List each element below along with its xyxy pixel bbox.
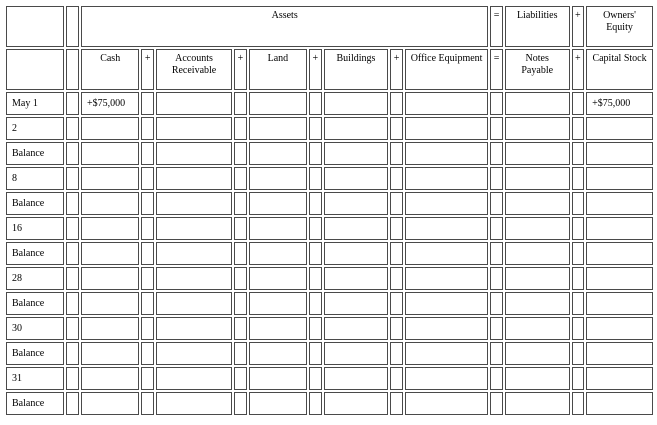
- table-row: [6, 92, 653, 115]
- buildings-cell: [324, 292, 389, 315]
- buildings-cell: [324, 242, 389, 265]
- land-cell: [249, 267, 307, 290]
- separator-cell: [572, 267, 585, 290]
- separator-cell: [572, 292, 585, 315]
- spacer-cell: [66, 142, 79, 165]
- spacer-cell: [66, 317, 79, 340]
- separator-cell: [490, 392, 503, 415]
- separator-cell: [572, 367, 585, 390]
- separator-cell: [572, 92, 585, 115]
- separator-cell: [141, 367, 154, 390]
- separator-cell: [572, 167, 585, 190]
- row-label: 31: [6, 367, 64, 390]
- accounts-receivable-cell: [156, 267, 232, 290]
- office-equipment-cell: [405, 117, 489, 140]
- capital-stock-cell: [586, 267, 653, 290]
- spacer-cell: [66, 392, 79, 415]
- buildings-cell: [324, 142, 389, 165]
- accounts-receivable-cell: [156, 217, 232, 240]
- notes-payable-cell: [505, 267, 570, 290]
- separator-cell: [141, 117, 154, 140]
- table-row: [6, 242, 653, 265]
- cash-cell: [81, 117, 139, 140]
- office-equipment-cell: [405, 267, 489, 290]
- office-equipment-cell: [405, 217, 489, 240]
- separator-cell: [572, 192, 585, 215]
- separator-cell: [490, 317, 503, 340]
- separator-cell: [309, 117, 322, 140]
- row-label: Balance: [6, 242, 64, 265]
- separator-cell: [309, 292, 322, 315]
- capital-stock-cell: [586, 217, 653, 240]
- separator-cell: [309, 242, 322, 265]
- office-equipment-cell: [405, 167, 489, 190]
- land-cell: [249, 292, 307, 315]
- separator-cell: [141, 167, 154, 190]
- spacer-cell: [66, 92, 79, 115]
- assets-header: Assets: [81, 6, 488, 47]
- separator-cell: [390, 92, 403, 115]
- spacer-cell: [66, 217, 79, 240]
- separator-cell: [141, 142, 154, 165]
- capital-stock-cell: [586, 292, 653, 315]
- table-row: [6, 317, 653, 340]
- land-cell: [249, 342, 307, 365]
- equals-sign: =: [490, 6, 503, 47]
- accounts-receivable-cell: [156, 292, 232, 315]
- separator-cell: [234, 242, 247, 265]
- notes-payable-cell: [505, 367, 570, 390]
- plus-sign: +: [234, 49, 247, 90]
- capital-stock-cell: [586, 192, 653, 215]
- spacer-cell: [66, 267, 79, 290]
- separator-cell: [490, 242, 503, 265]
- table-row: [6, 292, 653, 315]
- spacer-cell: [66, 6, 79, 47]
- notes-payable-cell: [505, 242, 570, 265]
- row-label: Balance: [6, 192, 64, 215]
- separator-cell: [490, 342, 503, 365]
- separator-cell: [490, 192, 503, 215]
- cash-cell: [81, 217, 139, 240]
- notes-payable-cell: [505, 167, 570, 190]
- separator-cell: [141, 92, 154, 115]
- notes-payable-cell: [505, 217, 570, 240]
- separator-cell: [234, 167, 247, 190]
- separator-cell: [141, 392, 154, 415]
- corner-cell: [6, 49, 64, 90]
- land-cell: [249, 192, 307, 215]
- plus-sign: +: [572, 49, 585, 90]
- table-row: [6, 117, 653, 140]
- buildings-cell: [324, 167, 389, 190]
- table-row: [6, 267, 653, 290]
- spacer-cell: [66, 242, 79, 265]
- cash-cell: [81, 292, 139, 315]
- capital-stock-header: Capital Stock: [586, 49, 653, 90]
- spacer-cell: [66, 367, 79, 390]
- separator-cell: [309, 92, 322, 115]
- separator-cell: [572, 217, 585, 240]
- land-cell: [249, 92, 307, 115]
- cash-cell: [81, 242, 139, 265]
- separator-cell: [141, 342, 154, 365]
- row-label: 30: [6, 317, 64, 340]
- table-row: [6, 217, 653, 240]
- separator-cell: [490, 142, 503, 165]
- separator-cell: [141, 192, 154, 215]
- separator-cell: [490, 117, 503, 140]
- cash-cell: [81, 317, 139, 340]
- separator-cell: [234, 317, 247, 340]
- accounting-equation-table: [4, 4, 655, 417]
- accounts-receivable-cell: [156, 367, 232, 390]
- buildings-header: Buildings: [324, 49, 389, 90]
- office-equipment-cell: [405, 142, 489, 165]
- office-equipment-cell: [405, 367, 489, 390]
- office-equipment-cell: [405, 192, 489, 215]
- header-row-1: [6, 6, 653, 47]
- land-cell: [249, 167, 307, 190]
- liabilities-header: Liabilities: [505, 6, 570, 47]
- notes-payable-header: Notes Payable: [505, 49, 570, 90]
- table-row: [6, 192, 653, 215]
- cash-cell: [81, 142, 139, 165]
- land-cell: [249, 242, 307, 265]
- accounts-receivable-cell: [156, 392, 232, 415]
- table-row: [6, 367, 653, 390]
- capital-stock-cell: [586, 167, 653, 190]
- notes-payable-cell: [505, 142, 570, 165]
- cash-cell: [81, 392, 139, 415]
- row-label: Balance: [6, 392, 64, 415]
- separator-cell: [390, 167, 403, 190]
- separator-cell: [572, 392, 585, 415]
- capital-stock-cell: [586, 142, 653, 165]
- table-row: [6, 392, 653, 415]
- header-row-2: [6, 49, 653, 90]
- buildings-cell: [324, 392, 389, 415]
- buildings-cell: [324, 367, 389, 390]
- row-label: 2: [6, 117, 64, 140]
- cash-cell: [81, 167, 139, 190]
- separator-cell: [234, 367, 247, 390]
- capital-stock-cell: [586, 242, 653, 265]
- separator-cell: [141, 217, 154, 240]
- separator-cell: [390, 317, 403, 340]
- land-cell: [249, 117, 307, 140]
- separator-cell: [572, 142, 585, 165]
- separator-cell: [234, 342, 247, 365]
- separator-cell: [309, 167, 322, 190]
- separator-cell: [572, 317, 585, 340]
- separator-cell: [572, 342, 585, 365]
- separator-cell: [490, 267, 503, 290]
- notes-payable-cell: [505, 317, 570, 340]
- separator-cell: [309, 217, 322, 240]
- office-equipment-header: Office Equipment: [405, 49, 489, 90]
- separator-cell: [390, 242, 403, 265]
- table-row: [6, 142, 653, 165]
- capital-stock-cell: [586, 317, 653, 340]
- row-label: 28: [6, 267, 64, 290]
- office-equipment-cell: [405, 92, 489, 115]
- separator-cell: [309, 392, 322, 415]
- accounts-receivable-cell: [156, 317, 232, 340]
- separator-cell: [390, 392, 403, 415]
- accounts-receivable-cell: [156, 167, 232, 190]
- land-cell: [249, 217, 307, 240]
- separator-cell: [234, 392, 247, 415]
- row-label: 16: [6, 217, 64, 240]
- row-label: May 1: [6, 92, 64, 115]
- land-cell: [249, 367, 307, 390]
- separator-cell: [390, 292, 403, 315]
- plus-sign: +: [141, 49, 154, 90]
- separator-cell: [234, 217, 247, 240]
- plus-sign: +: [572, 6, 585, 47]
- separator-cell: [309, 142, 322, 165]
- plus-sign: +: [390, 49, 403, 90]
- accounts-receivable-header: Accounts Receivable: [156, 49, 232, 90]
- plus-sign: +: [309, 49, 322, 90]
- accounts-receivable-cell: [156, 342, 232, 365]
- notes-payable-cell: [505, 192, 570, 215]
- buildings-cell: [324, 92, 389, 115]
- office-equipment-cell: [405, 342, 489, 365]
- separator-cell: [490, 367, 503, 390]
- separator-cell: [309, 192, 322, 215]
- buildings-cell: [324, 192, 389, 215]
- separator-cell: [490, 92, 503, 115]
- capital-stock-cell: [586, 342, 653, 365]
- notes-payable-cell: [505, 392, 570, 415]
- owners-equity-header: Owners' Equity: [586, 6, 653, 47]
- buildings-cell: [324, 267, 389, 290]
- notes-payable-cell: [505, 117, 570, 140]
- notes-payable-cell: [505, 92, 570, 115]
- separator-cell: [234, 192, 247, 215]
- row-label: Balance: [6, 142, 64, 165]
- buildings-cell: [324, 317, 389, 340]
- capital-stock-cell: [586, 117, 653, 140]
- separator-cell: [390, 367, 403, 390]
- separator-cell: [309, 267, 322, 290]
- separator-cell: [390, 267, 403, 290]
- office-equipment-cell: [405, 292, 489, 315]
- notes-payable-cell: [505, 342, 570, 365]
- buildings-cell: [324, 117, 389, 140]
- office-equipment-cell: [405, 242, 489, 265]
- notes-payable-cell: [505, 292, 570, 315]
- land-cell: [249, 392, 307, 415]
- spacer-cell: [66, 292, 79, 315]
- capital-stock-cell: +$75,000: [586, 92, 653, 115]
- separator-cell: [234, 292, 247, 315]
- spacer-cell: [66, 167, 79, 190]
- buildings-cell: [324, 342, 389, 365]
- separator-cell: [309, 342, 322, 365]
- separator-cell: [390, 342, 403, 365]
- row-label: 8: [6, 167, 64, 190]
- land-cell: [249, 142, 307, 165]
- cash-cell: +$75,000: [81, 92, 139, 115]
- office-equipment-cell: [405, 317, 489, 340]
- spacer-cell: [66, 192, 79, 215]
- separator-cell: [141, 242, 154, 265]
- spacer-cell: [66, 49, 79, 90]
- spacer-cell: [66, 117, 79, 140]
- table-row: [6, 342, 653, 365]
- cash-header: Cash: [81, 49, 139, 90]
- office-equipment-cell: [405, 392, 489, 415]
- separator-cell: [234, 117, 247, 140]
- separator-cell: [234, 92, 247, 115]
- accounts-receivable-cell: [156, 142, 232, 165]
- separator-cell: [390, 192, 403, 215]
- accounts-receivable-cell: [156, 92, 232, 115]
- separator-cell: [309, 367, 322, 390]
- separator-cell: [390, 142, 403, 165]
- separator-cell: [234, 267, 247, 290]
- separator-cell: [141, 317, 154, 340]
- cash-cell: [81, 192, 139, 215]
- separator-cell: [490, 167, 503, 190]
- separator-cell: [572, 117, 585, 140]
- cash-cell: [81, 267, 139, 290]
- land-cell: [249, 317, 307, 340]
- corner-cell: [6, 6, 64, 47]
- row-label: Balance: [6, 342, 64, 365]
- accounts-receivable-cell: [156, 192, 232, 215]
- accounts-receivable-cell: [156, 242, 232, 265]
- separator-cell: [141, 267, 154, 290]
- separator-cell: [390, 117, 403, 140]
- separator-cell: [141, 292, 154, 315]
- spacer-cell: [66, 342, 79, 365]
- separator-cell: [390, 217, 403, 240]
- land-header: Land: [249, 49, 307, 90]
- equals-sign: =: [490, 49, 503, 90]
- capital-stock-cell: [586, 392, 653, 415]
- accounts-receivable-cell: [156, 117, 232, 140]
- row-label: Balance: [6, 292, 64, 315]
- table-row: [6, 167, 653, 190]
- capital-stock-cell: [586, 367, 653, 390]
- separator-cell: [309, 317, 322, 340]
- cash-cell: [81, 367, 139, 390]
- cash-cell: [81, 342, 139, 365]
- separator-cell: [490, 292, 503, 315]
- separator-cell: [572, 242, 585, 265]
- separator-cell: [234, 142, 247, 165]
- buildings-cell: [324, 217, 389, 240]
- separator-cell: [490, 217, 503, 240]
